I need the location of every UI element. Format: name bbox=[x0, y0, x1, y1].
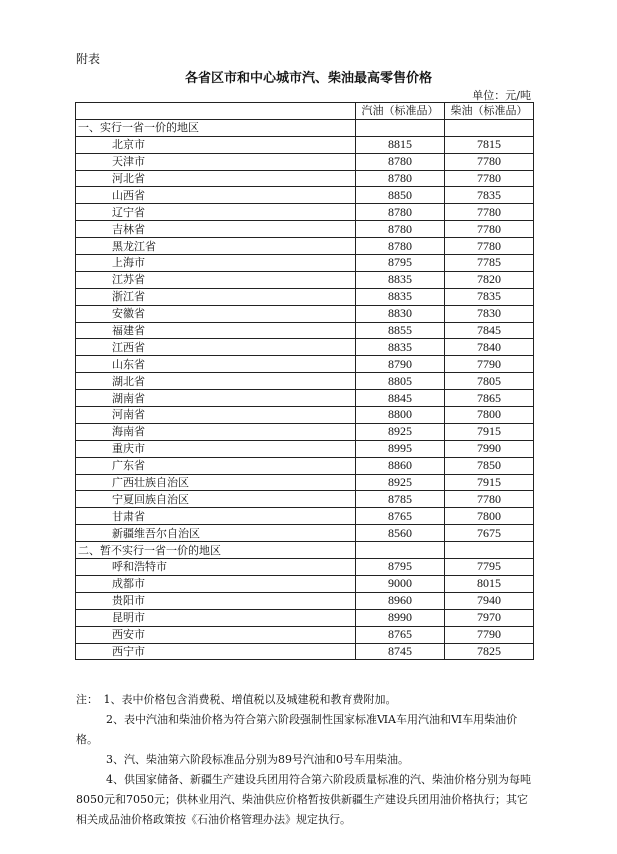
gasoline-price-cell: 8855 bbox=[356, 322, 445, 339]
region-name-cell: 湖北省 bbox=[76, 373, 356, 390]
gasoline-price-cell: 8990 bbox=[356, 609, 445, 626]
note-4: 4、供国家储备、新疆生产建设兵团用符合第六阶段质量标准的汽、柴油价格分别为每吨8050元和7050元；供林业用汽、柴油供应价格暂按供新疆生产建设兵团用油价格执行；其它相关成品油价格政策按《石油价格管理办法》规定执行。 bbox=[76, 773, 531, 826]
gasoline-price-cell: 8835 bbox=[356, 339, 445, 356]
table-row bbox=[76, 440, 534, 457]
table-row bbox=[76, 559, 534, 576]
gasoline-price-cell: 8800 bbox=[356, 407, 445, 424]
header-region bbox=[76, 103, 356, 120]
diesel-price-cell: 7785 bbox=[445, 255, 534, 272]
gasoline-price-cell: 8835 bbox=[356, 288, 445, 305]
diesel-price-cell: 7815 bbox=[445, 136, 534, 153]
gasoline-price-cell: 8795 bbox=[356, 255, 445, 272]
note-3: 3、汽、柴油第六阶段标准品分别为89号汽油和0号车用柴油。 bbox=[106, 753, 409, 766]
diesel-price-cell: 7790 bbox=[445, 626, 534, 643]
section-row bbox=[76, 542, 534, 559]
diesel-price-cell: 7675 bbox=[445, 525, 534, 542]
gasoline-price-cell: 8815 bbox=[356, 136, 445, 153]
region-name-cell: 广东省 bbox=[76, 457, 356, 474]
region-name-cell: 河北省 bbox=[76, 170, 356, 187]
diesel-price-cell: 7940 bbox=[445, 592, 534, 609]
empty-cell bbox=[445, 542, 534, 559]
region-name-cell: 黑龙江省 bbox=[76, 238, 356, 255]
diesel-price-cell: 7915 bbox=[445, 474, 534, 491]
gasoline-price-cell: 8780 bbox=[356, 221, 445, 238]
table-header-row bbox=[76, 103, 534, 120]
region-name-cell: 湖南省 bbox=[76, 390, 356, 407]
diesel-price-cell: 7990 bbox=[445, 440, 534, 457]
region-name-cell: 呼和浩特市 bbox=[76, 559, 356, 576]
region-name-cell: 安徽省 bbox=[76, 305, 356, 322]
gasoline-price-cell: 8780 bbox=[356, 170, 445, 187]
note-2: 2、表中汽油和柴油价格为符合第六阶段强制性国家标准ⅥA车用汽油和Ⅵ车用柴油价格。 bbox=[76, 713, 518, 746]
gasoline-price-cell: 8860 bbox=[356, 457, 445, 474]
table-row bbox=[76, 221, 534, 238]
region-name-cell: 山西省 bbox=[76, 187, 356, 204]
gasoline-price-cell: 8845 bbox=[356, 390, 445, 407]
diesel-price-cell: 7825 bbox=[445, 643, 534, 660]
diesel-price-cell: 7915 bbox=[445, 423, 534, 440]
unit-label: 单位：元/吨 bbox=[472, 89, 531, 102]
region-name-cell: 山东省 bbox=[76, 356, 356, 373]
gasoline-price-cell: 8780 bbox=[356, 153, 445, 170]
gasoline-price-cell: 8765 bbox=[356, 626, 445, 643]
diesel-price-cell: 7800 bbox=[445, 508, 534, 525]
region-name-cell: 吉林省 bbox=[76, 221, 356, 238]
gasoline-price-cell: 8830 bbox=[356, 305, 445, 322]
region-name-cell: 甘肃省 bbox=[76, 508, 356, 525]
table-row bbox=[76, 271, 534, 288]
diesel-price-cell: 7865 bbox=[445, 390, 534, 407]
gasoline-price-cell: 8925 bbox=[356, 423, 445, 440]
empty-cell bbox=[445, 119, 534, 136]
diesel-price-cell: 7780 bbox=[445, 221, 534, 238]
page-title: 各省区市和中心城市汽、柴油最高零售价格 bbox=[184, 71, 432, 86]
empty-cell bbox=[356, 119, 445, 136]
diesel-price-cell: 7820 bbox=[445, 271, 534, 288]
region-name-cell: 新疆维吾尔自治区 bbox=[76, 525, 356, 542]
diesel-price-cell: 7835 bbox=[445, 187, 534, 204]
region-name-cell: 海南省 bbox=[76, 423, 356, 440]
diesel-price-cell: 7780 bbox=[445, 491, 534, 508]
table-row bbox=[76, 525, 534, 542]
diesel-price-cell: 7970 bbox=[445, 609, 534, 626]
gasoline-price-cell: 8805 bbox=[356, 373, 445, 390]
table-row bbox=[76, 238, 534, 255]
region-name-cell: 广西壮族自治区 bbox=[76, 474, 356, 491]
table-row bbox=[76, 288, 534, 305]
diesel-price-cell: 7840 bbox=[445, 339, 534, 356]
gasoline-price-cell: 8790 bbox=[356, 356, 445, 373]
diesel-price-cell: 7795 bbox=[445, 559, 534, 576]
region-name-cell: 昆明市 bbox=[76, 609, 356, 626]
table-row bbox=[76, 322, 534, 339]
gasoline-price-cell: 8765 bbox=[356, 508, 445, 525]
table-row bbox=[76, 474, 534, 491]
diesel-price-cell: 7780 bbox=[445, 170, 534, 187]
table-row bbox=[76, 187, 534, 204]
gasoline-price-cell: 8560 bbox=[356, 525, 445, 542]
region-name-cell: 西宁市 bbox=[76, 643, 356, 660]
table-row bbox=[76, 390, 534, 407]
gasoline-price-cell: 8995 bbox=[356, 440, 445, 457]
table-row bbox=[76, 592, 534, 609]
table-row bbox=[76, 339, 534, 356]
region-name-cell: 重庆市 bbox=[76, 440, 356, 457]
note-1: 注： 1、表中价格包含消费税、增值税以及城建税和教育费附加。 bbox=[76, 693, 397, 706]
gasoline-price-cell: 8780 bbox=[356, 204, 445, 221]
region-name-cell: 福建省 bbox=[76, 322, 356, 339]
header-gasoline: 汽油（标准品） bbox=[356, 103, 445, 120]
diesel-price-cell: 8015 bbox=[445, 575, 534, 592]
region-name-cell: 辽宁省 bbox=[76, 204, 356, 221]
table-row bbox=[76, 457, 534, 474]
diesel-price-cell: 7800 bbox=[445, 407, 534, 424]
notes bbox=[76, 690, 536, 830]
region-name-cell: 江苏省 bbox=[76, 271, 356, 288]
diesel-price-cell: 7780 bbox=[445, 153, 534, 170]
table-row bbox=[76, 491, 534, 508]
gasoline-price-cell: 8795 bbox=[356, 559, 445, 576]
diesel-price-cell: 7790 bbox=[445, 356, 534, 373]
section-label: 二、暂不实行一省一价的地区 bbox=[76, 542, 356, 559]
table-row bbox=[76, 626, 534, 643]
table-row bbox=[76, 305, 534, 322]
gasoline-price-cell: 8925 bbox=[356, 474, 445, 491]
diesel-price-cell: 7835 bbox=[445, 288, 534, 305]
region-name-cell: 浙江省 bbox=[76, 288, 356, 305]
gasoline-price-cell: 8835 bbox=[356, 271, 445, 288]
region-name-cell: 北京市 bbox=[76, 136, 356, 153]
table-row bbox=[76, 356, 534, 373]
table-row bbox=[76, 153, 534, 170]
gasoline-price-cell: 8780 bbox=[356, 238, 445, 255]
table-row bbox=[76, 575, 534, 592]
gasoline-price-cell: 8785 bbox=[356, 491, 445, 508]
diesel-price-cell: 7850 bbox=[445, 457, 534, 474]
table-row bbox=[76, 609, 534, 626]
table-row bbox=[76, 407, 534, 424]
table-row bbox=[76, 373, 534, 390]
region-name-cell: 西安市 bbox=[76, 626, 356, 643]
table-row bbox=[76, 204, 534, 221]
region-name-cell: 天津市 bbox=[76, 153, 356, 170]
gasoline-price-cell: 8745 bbox=[356, 643, 445, 660]
table-row bbox=[76, 170, 534, 187]
attachment-label: 附表 bbox=[76, 52, 101, 66]
section-label: 一、实行一省一价的地区 bbox=[76, 119, 356, 136]
region-name-cell: 上海市 bbox=[76, 255, 356, 272]
gasoline-price-cell: 8960 bbox=[356, 592, 445, 609]
diesel-price-cell: 7845 bbox=[445, 322, 534, 339]
gasoline-price-cell: 9000 bbox=[356, 575, 445, 592]
table-row bbox=[76, 255, 534, 272]
table-row bbox=[76, 136, 534, 153]
region-name-cell: 成都市 bbox=[76, 575, 356, 592]
price-table bbox=[75, 102, 534, 660]
section-row bbox=[76, 119, 534, 136]
region-name-cell: 河南省 bbox=[76, 407, 356, 424]
gasoline-price-cell: 8850 bbox=[356, 187, 445, 204]
empty-cell bbox=[356, 542, 445, 559]
table-row bbox=[76, 423, 534, 440]
header-diesel: 柴油（标准品） bbox=[445, 103, 534, 120]
table-row bbox=[76, 508, 534, 525]
table-row bbox=[76, 643, 534, 660]
diesel-price-cell: 7780 bbox=[445, 238, 534, 255]
diesel-price-cell: 7780 bbox=[445, 204, 534, 221]
region-name-cell: 宁夏回族自治区 bbox=[76, 491, 356, 508]
diesel-price-cell: 7830 bbox=[445, 305, 534, 322]
region-name-cell: 江西省 bbox=[76, 339, 356, 356]
region-name-cell: 贵阳市 bbox=[76, 592, 356, 609]
diesel-price-cell: 7805 bbox=[445, 373, 534, 390]
